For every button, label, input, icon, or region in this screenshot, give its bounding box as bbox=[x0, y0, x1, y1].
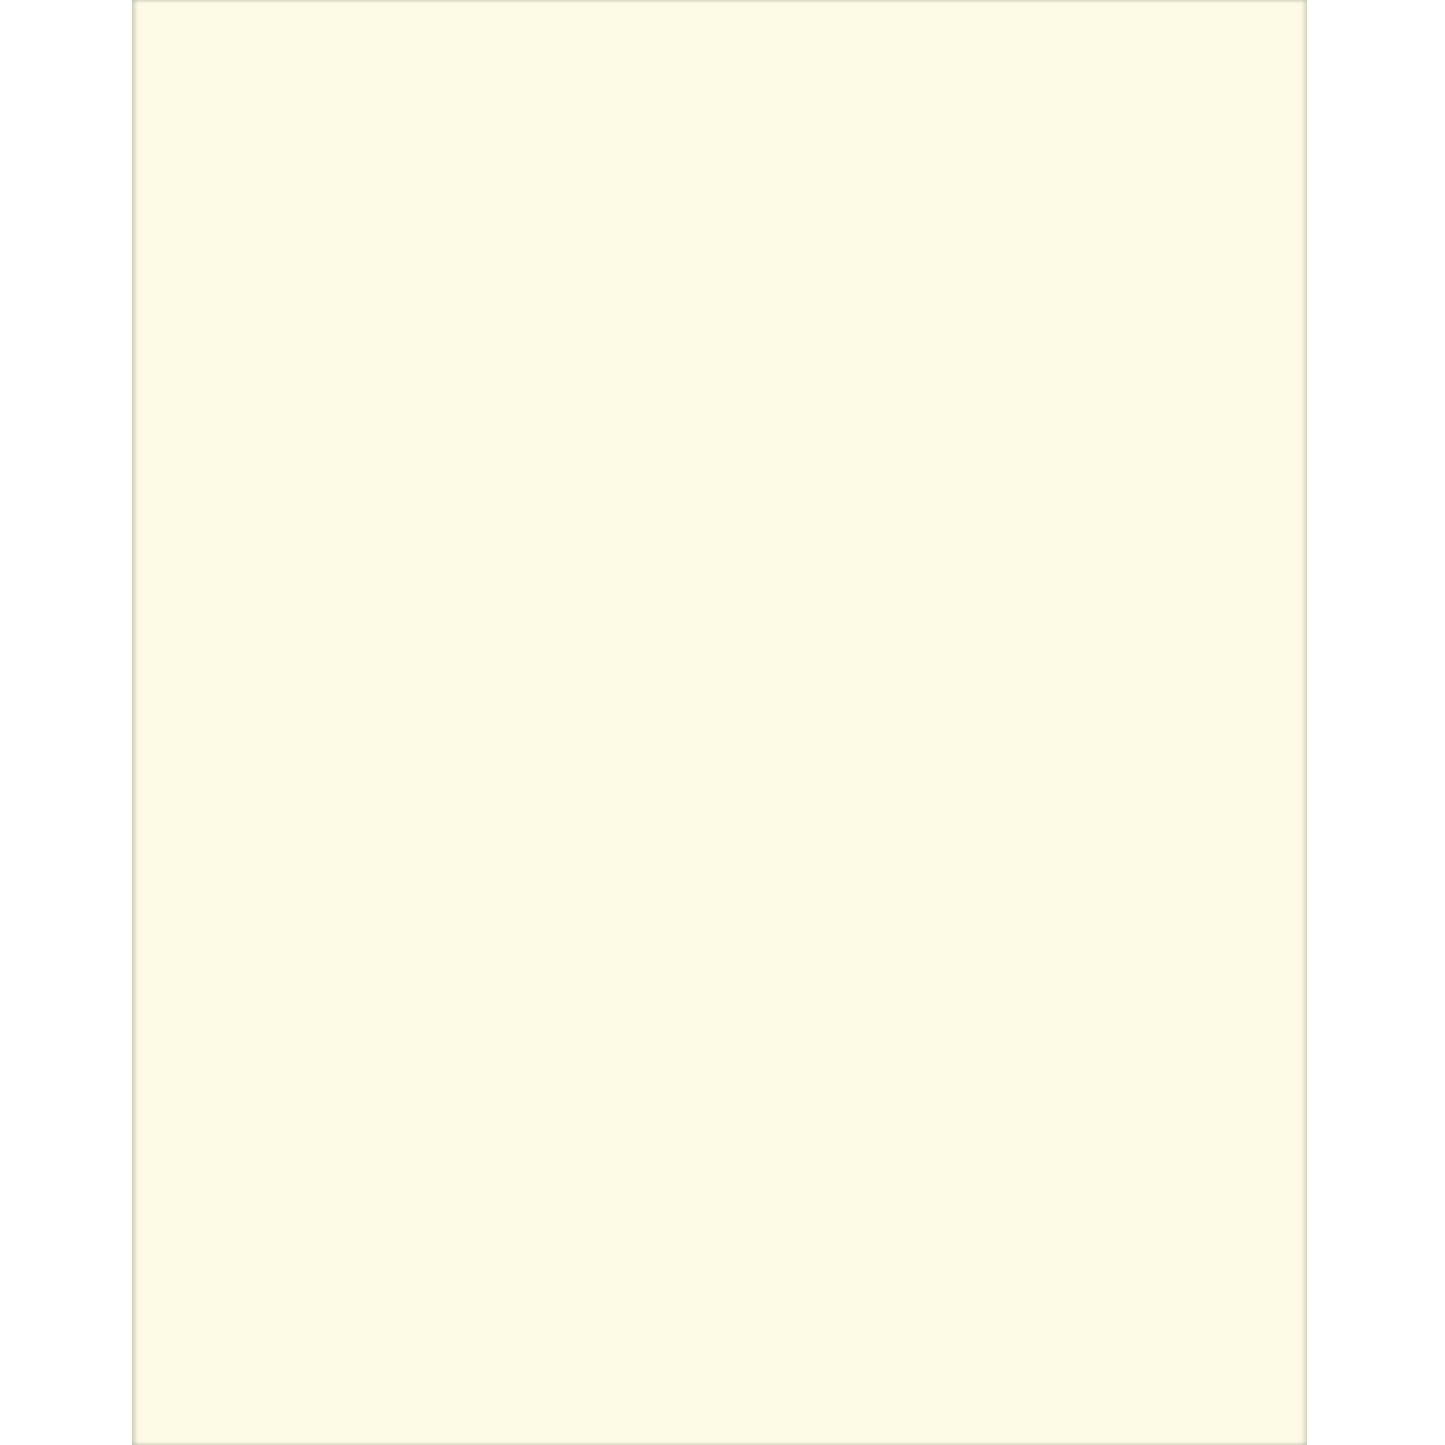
scanned-page bbox=[132, 0, 1307, 1445]
